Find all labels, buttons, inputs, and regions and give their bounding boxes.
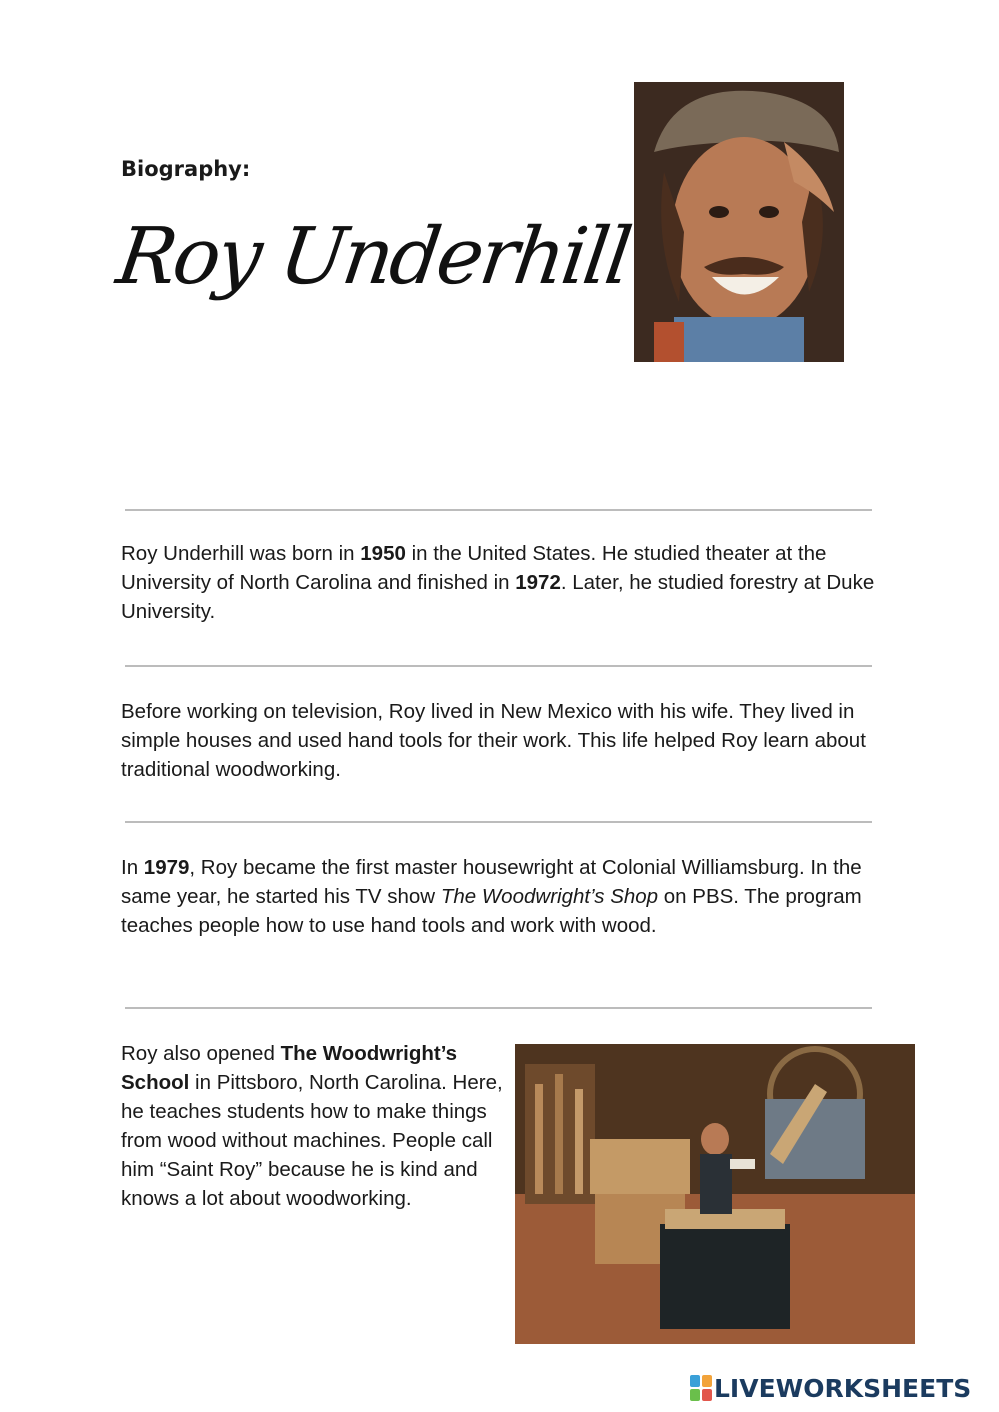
paragraph-new-mexico (121, 697, 891, 784)
text-run: , Roy became the first master housewright at Colonial Williamsburg. In the same year, he started his TV show (121, 856, 862, 908)
paragraph-tv-show (121, 853, 891, 940)
text-run: Roy also opened (121, 1042, 281, 1065)
divider-3 (125, 821, 872, 823)
text-run: The Woodwright’s Shop (440, 885, 659, 908)
text-run: 1972 (515, 571, 561, 594)
workshop-photo (515, 1044, 915, 1344)
text-run: Roy Underhill was born in (121, 542, 361, 565)
paragraph-early-life (121, 539, 891, 626)
text-run: 1950 (360, 542, 406, 565)
text-run: in Pittsboro, North Carolina. Here, he teaches students how to make things from wood without machines. People call him “Saint Roy” because he is kind and knows a lot about woodworking. (121, 1071, 503, 1210)
logo-tile (702, 1389, 712, 1401)
text-run: in the United States. He studied theater at the University of North Carolina and finished in (121, 542, 827, 594)
liveworksheets-icon (690, 1375, 712, 1401)
logo-tile (690, 1389, 700, 1401)
portrait-photo (634, 82, 844, 362)
text-run: The Woodwright’s School (121, 1042, 458, 1094)
text-run: . Later, he studied forestry at Duke University. (121, 571, 875, 623)
biography-label: Biography: (121, 157, 251, 181)
liveworksheets-wordmark: LIVEWORKSHEETS (714, 1373, 972, 1403)
paragraph-school (121, 1039, 506, 1213)
divider-1 (125, 509, 872, 511)
logo-tile (690, 1375, 700, 1387)
text-run: In (121, 856, 144, 879)
logo-tile (702, 1375, 712, 1387)
text-run: on PBS. The program teaches people how to use hand tools and work with wood. (121, 885, 862, 937)
liveworksheets-logo (690, 1371, 971, 1405)
text-run: 1979 (143, 856, 190, 879)
divider-2 (125, 665, 872, 667)
text-run: Before working on television, Roy lived in New Mexico with his wife. They lived in simple houses and used hand tools for their work. This life helped Roy learn about traditional woodworking. (121, 700, 866, 781)
person-name-title: Roy Underhill (111, 212, 635, 302)
divider-4 (125, 1007, 872, 1009)
